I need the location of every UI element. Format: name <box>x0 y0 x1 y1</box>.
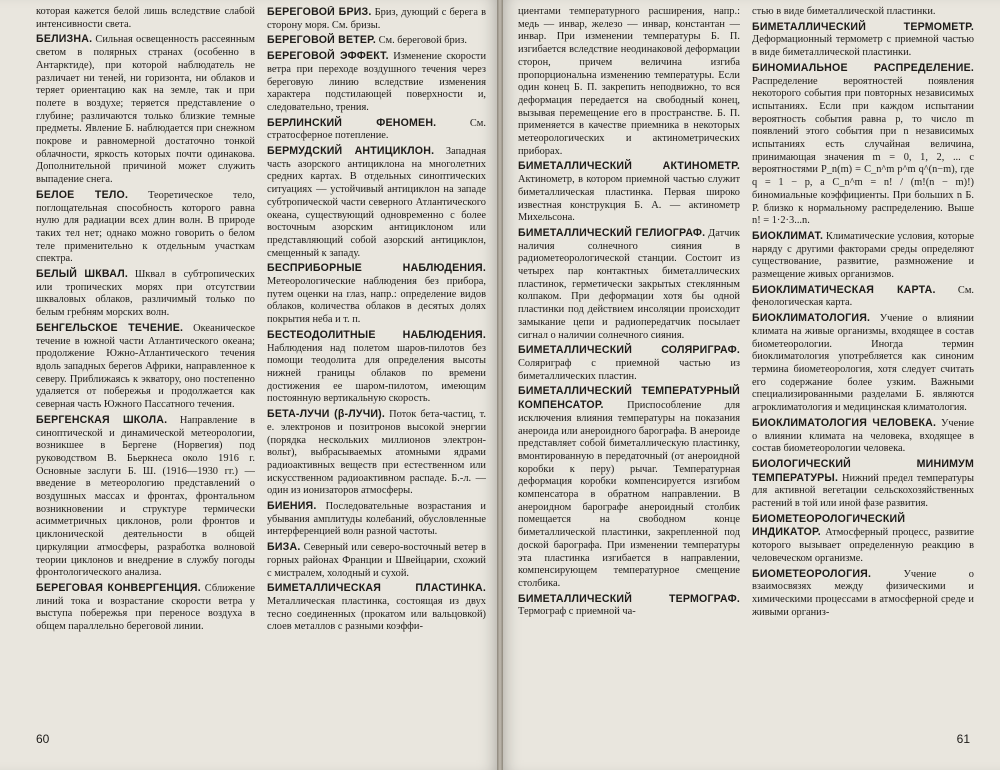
entry-headword: БИОКЛИМАТОЛОГИЯ ЧЕЛОВЕКА. <box>752 416 937 429</box>
entry-headword: БИОКЛИМАТИЧЕСКАЯ КАРТА. <box>752 283 936 296</box>
entry-headword: БИОКЛИМАТОЛОГИЯ. <box>752 312 871 325</box>
dictionary-entry <box>752 62 974 228</box>
dictionary-entry <box>752 21 974 60</box>
entry-headword: БИМЕТАЛЛИЧЕСКИЙ ТЕМПЕРАТУРНЫЙ КОМПЕНСАТОР. <box>518 385 740 412</box>
entry-definition: Направление в синоптической и динамической метеорологии, возникшее в Бергене (Норвегия) под руководством В. Бьеркнеса около 1916 г. Основные заслуги Б. Ш. (1916—1930 гг.) — введение в метеорологию представлений о воздушных массах и фронтах, фронтальном возникновении и структуре термически асимметричных циклонов, роли фронтов и циклонической деятельности в общей циркуляции атмосферы, разработка волновой теории циклонов и внедрение в службу погоды фронтологического анализа. <box>36 414 255 579</box>
entry-headword: БИМЕТАЛЛИЧЕСКИЙ СОЛЯРИГРАФ. <box>518 344 740 357</box>
dictionary-entry <box>752 312 974 415</box>
entry-headword: БИМЕТАЛЛИЧЕСКИЙ ТЕРМОМЕТР. <box>752 20 974 33</box>
entry-headword: БИНОМИАЛЬНОЕ РАСПРЕДЕЛЕНИЕ. <box>752 61 974 74</box>
entry-definition: стью в виде биметаллической пластинки. <box>752 6 936 17</box>
dictionary-entry <box>518 227 740 342</box>
entry-headword: БИЗА. <box>267 541 301 554</box>
entry-headword: БЕРМУДСКИЙ АНТИЦИКЛОН. <box>267 145 435 158</box>
entry-definition: Приспособление для исключения влияния температуры на показания анероида или анероидного барографа. В анероиде представляет собой биметаллическую пластинку, вмонтированную в передаточный (от анероидной коробки к перу) рычаг. Температурная деформация коробки компенсируется изгибом компенсатора в обратном направлении. В анероидном барографе анероидный столбик помещается на свободном конце биметаллической пластинки, закрепленной под доской барографа. При изменении температуры эта пластинка изгибается в направлении, компенсирующем температурное смещение столбика. <box>518 400 740 589</box>
entry-definition: Соляриграф с приемной частью из биметаллических пластин. <box>518 357 740 382</box>
entry-definition: Бриз, дующий с берега в сторону моря. См. бризы. <box>267 7 486 31</box>
entry-definition: Северный или северо-восточный ветер в горных районах Франции и Швейцарии, схожий с мистралем, холодный и сухой. <box>267 542 486 579</box>
entry-headword: БЕЛИЗНА. <box>36 33 93 46</box>
dictionary-entry <box>752 284 974 310</box>
dictionary-entry <box>267 329 486 406</box>
entry-definition: См. фенологическая карта. <box>752 284 974 309</box>
dictionary-entry <box>267 34 486 48</box>
entry-headword: БЕСПРИБОРНЫЕ НАБЛЮДЕНИЯ. <box>267 262 486 275</box>
entry-headword: БЕРЛИНСКИЙ ФЕНОМЕН. <box>267 116 437 129</box>
entry-headword: БИЕНИЯ. <box>267 500 317 513</box>
entry-definition: Западная часть азорского антициклона на многолетних средних картах. В отдельных синоптических ситуациях — устойчивый антициклон на западе субтропической части северного Атлантического океана, существующий одновременно с более восточным азорским антициклоном или представляющий собой азорский антициклон, смещенный к западу. <box>267 146 486 259</box>
dictionary-entry <box>36 6 255 31</box>
dictionary-entry <box>752 568 974 620</box>
dictionary-entry <box>752 6 974 19</box>
entry-definition: Деформационный термометр с приемной частью в виде биметаллической пластинки. <box>752 34 974 59</box>
dictionary-entry <box>267 541 486 580</box>
dictionary-entry <box>36 414 255 580</box>
entry-headword: БИОМЕТЕОРОЛОГИЯ. <box>752 567 872 580</box>
entry-definition: которая кажется белой лишь вследствие слабой интенсивности света. <box>36 6 255 30</box>
entry-definition: Сильная освещенность рассеянным светом в полярных странах (особенно в Антарктиде), при которой наблюдатель не различает ни теней, ни горизонта, ни облаков и теряет ориентацию как на земле, так и при полете в воздухе; теряется представление о глубине; различаются только близкие темные предметы. Явление Б. наблюдается при снежном покрове и равномерной достаточно тонкой облачности, яркость которых почти одинакова. Дополнительной причиной может служить выпадение снега. <box>36 34 255 186</box>
entry-definition: Климатические условия, которые наряду с другими факторами среды определяют существование, развитие, размножение и размещение живых организмов. <box>752 230 974 281</box>
entry-headword: БЕЛЫЙ ШКВАЛ. <box>36 268 129 281</box>
entry-definition: Нижний предел температуры для активной вегетации сельскохозяйственных растений в той или иной фазе развития. <box>752 472 974 510</box>
dictionary-entry <box>752 458 974 511</box>
entry-headword: БЕРГЕНСКАЯ ШКОЛА. <box>36 413 168 426</box>
entry-headword: БИМЕТАЛЛИЧЕСКИЙ ТЕРМОГРАФ. <box>518 592 740 605</box>
entry-definition: Атмосферный процесс, развитие которого вызывает определенную реакцию в человеческом организме. <box>752 527 974 564</box>
entry-headword: БЕЛОЕ ТЕЛО. <box>36 188 129 201</box>
entry-headword: БИМЕТАЛЛИЧЕСКАЯ ПЛАСТИНКА. <box>267 582 486 595</box>
dictionary-entry <box>267 582 486 634</box>
right-columns <box>518 6 974 712</box>
entry-headword: БИОКЛИМАТ. <box>752 229 824 242</box>
dictionary-entry <box>518 344 740 383</box>
dictionary-entry <box>518 593 740 619</box>
dictionary-entry <box>267 50 486 115</box>
book-gutter <box>497 0 503 770</box>
entry-definition: Металлическая пластинка, состоящая из двух тесно соединенных (прокатом или вальцовкой) слоев металлов с разными коэффи- <box>267 595 486 633</box>
entry-headword: БИМЕТАЛЛИЧЕСКИЙ АКТИНОМЕТР. <box>518 160 740 173</box>
dictionary-entry <box>267 262 486 327</box>
entry-definition: Океаническое течение в южной части Атлантического океана; продолжение Южно-Атлантического течения вдоль западных берегов Африки, направленное к северу. Приближаясь к экватору, оно постепенно удаляется от побережья и продолжается как северная часть Южного Пассатного течения. <box>36 322 255 411</box>
dictionary-entry <box>267 117 486 143</box>
entry-definition: См. стратосферное потепление. <box>267 117 486 142</box>
dictionary-entry <box>518 160 740 225</box>
dictionary-entry <box>752 230 974 282</box>
entry-headword: БЕРЕГОВАЯ КОНВЕРГЕНЦИЯ. <box>36 581 201 594</box>
right-column-1 <box>518 6 740 712</box>
dictionary-entry <box>36 582 255 634</box>
entry-headword: БИОМЕТЕОРОЛОГИЧЕСКИЙ ИНДИКАТОР. <box>752 512 906 539</box>
entry-definition: Изменение скорости ветра при переходе воздушного течения через береговую линию вследствие изменения характера подстилающей поверхности и, следовательно, трения. <box>267 51 486 113</box>
entry-definition: Шквал в субтропических или тропических морях при отсутствии шкваловых облаков, различимый только по белым гребням морских волн. <box>36 269 255 319</box>
entry-definition: См. береговой бриз. <box>378 35 467 47</box>
entry-definition: Сближение линий тока и возрастание скорости ветра у выступа побережья при переносе воздуха в общем параллельно береговой линии. <box>36 582 255 633</box>
entry-definition: Наблюдения над полетом шаров-пилотов без помощи теодолита для определения высоты нижней границы облаков по времени достижения ее шаром-пилотом, имеющим постоянную вертикальную скорость. <box>267 342 486 405</box>
entry-headword: БЕРЕГОВОЙ ВЕТЕР. <box>267 34 376 47</box>
entry-definition: Термограф с приемной ча- <box>518 606 636 618</box>
entry-definition: Последовательные возрастания и убывания амплитуды колебаний, обусловленные интерференцией волн разной частоты. <box>267 501 486 538</box>
entry-definition: Актинометр, в котором приемной частью служит биметаллическая пластинка. Первая широко известная конструкция Б. А. — актинометр Михельсона. <box>518 174 740 224</box>
right-page <box>500 0 1000 770</box>
dictionary-entry <box>36 268 255 320</box>
entry-definition: Учение о взаимосвязях между физическими и химическими процессами в атмосферной среде и живыми организ- <box>752 568 974 618</box>
entry-definition: Распределение вероятностей появления некоторого события при повторных независимых испытаниях. Если при каждом испытании вероятность события равна p, то число m появлений этого события при n независимых испытаниях есть случайная величина, принимающая значения m = 0, 1, 2, ... с вероятностями P_n(m) = C_n^m p^m q^(n−m), где q = 1 − p, а C_n^m = n! / (m!(n − m)!) биномиальные коэффициенты. При больших n Б. Р. близко к нормальному распределению. Выше n! = 1·2·3...n. <box>752 75 974 227</box>
dictionary-entry <box>267 6 486 32</box>
entry-headword: БЕНГЕЛЬСКОЕ ТЕЧЕНИЕ. <box>36 321 184 334</box>
entry-definition: Датчик наличия солнечного сияния в радиометеорологической станции. Состоит из четырех пар контактных биметаллических пластинок, герметически закрытых стеклянным колпаком. При деформации хотя бы одной пластинки под действием инсоляции происходит замыкание цепи и радиопередатчик посылает сигнал о наличии солнечного сияния. <box>518 227 740 341</box>
dictionary-entry <box>267 500 486 539</box>
dictionary-entry <box>518 6 740 158</box>
dictionary-entry <box>36 322 255 412</box>
right-column-2 <box>752 6 974 712</box>
entry-definition: Поток бета-частиц, т. е. электронов и позитронов высокой энергии (порядка нескольких миллионов электрон-вольт), выбрасываемых атомными ядрами радиоактивных веществ при естественном или искусственном радиоактивном распаде. Б.-л. — один из ионизаторов атмосферы. <box>267 409 486 497</box>
entry-headword: БИОЛОГИЧЕСКИЙ МИНИМУМ ТЕМПЕРАТУРЫ. <box>752 457 974 484</box>
page-number-right: 61 <box>956 732 970 746</box>
dictionary-entry <box>36 33 255 186</box>
entry-headword: БЕСТЕОДОЛИТНЫЕ НАБЛЮДЕНИЯ. <box>267 328 486 341</box>
page-number-left: 60 <box>36 732 50 746</box>
entry-headword: БЕТА-ЛУЧИ (β-ЛУЧИ). <box>267 408 386 421</box>
left-column-1 <box>36 6 255 712</box>
left-columns <box>36 6 486 712</box>
dictionary-entry <box>36 189 255 266</box>
dictionary-entry <box>752 513 974 566</box>
dictionary-entry <box>752 417 974 456</box>
entry-headword: БЕРЕГОВОЙ БРИЗ. <box>267 6 372 18</box>
dictionary-entry <box>267 408 486 498</box>
entry-definition: Метеорологические наблюдения без прибора, путем оценки на глаз, напр.: определение видов облаков, количества облаков в десятых долях покрытия неба и т. п. <box>267 276 486 326</box>
entry-definition: Теоретическое тело, поглощательная способность которого равна нулю для радиации всех длин волн. В природе таких тел нет; однако можно говорить о белом теле применительно к отдельным участкам спектра. <box>36 189 255 265</box>
left-column-2 <box>267 6 486 712</box>
entry-definition: Учение о влиянии климата на человека, входящее в состав биометеорологии человека. <box>752 417 974 455</box>
entry-definition: Учение о влиянии климата на живые организмы, входящее в состав биометеорологии. Иногда термин биоклиматология употребляется как синоним термина биометеорология, хотя следует считать его содержание более узким. Важными специализированными разделами Б. являются агроклиматология и медицинская климатология. <box>752 313 974 414</box>
dictionary-entry <box>518 385 740 590</box>
entry-definition: циентами температурного расширения, напр.: медь — инвар, железо — инвар, константан — инвар. При изменении температуры Б. П. изгибается вследствие неодинаковой деформации сторон, причем величина изгиба пропорциональна изменению температуры. Если один конец Б. П. закрепить неподвижно, то вся деформация передается на свободный конец, вызывая перемещение его в пространстве. Б. П. применяется в качестве приемника в некоторых метеорологических и актинометрических приборах. <box>518 6 740 157</box>
entry-headword: БИМЕТАЛЛИЧЕСКИЙ ГЕЛИОГРАФ. <box>518 226 706 239</box>
dictionary-entry <box>267 145 486 260</box>
entry-headword: БЕРЕГОВОЙ ЭФФЕКТ. <box>267 50 389 63</box>
